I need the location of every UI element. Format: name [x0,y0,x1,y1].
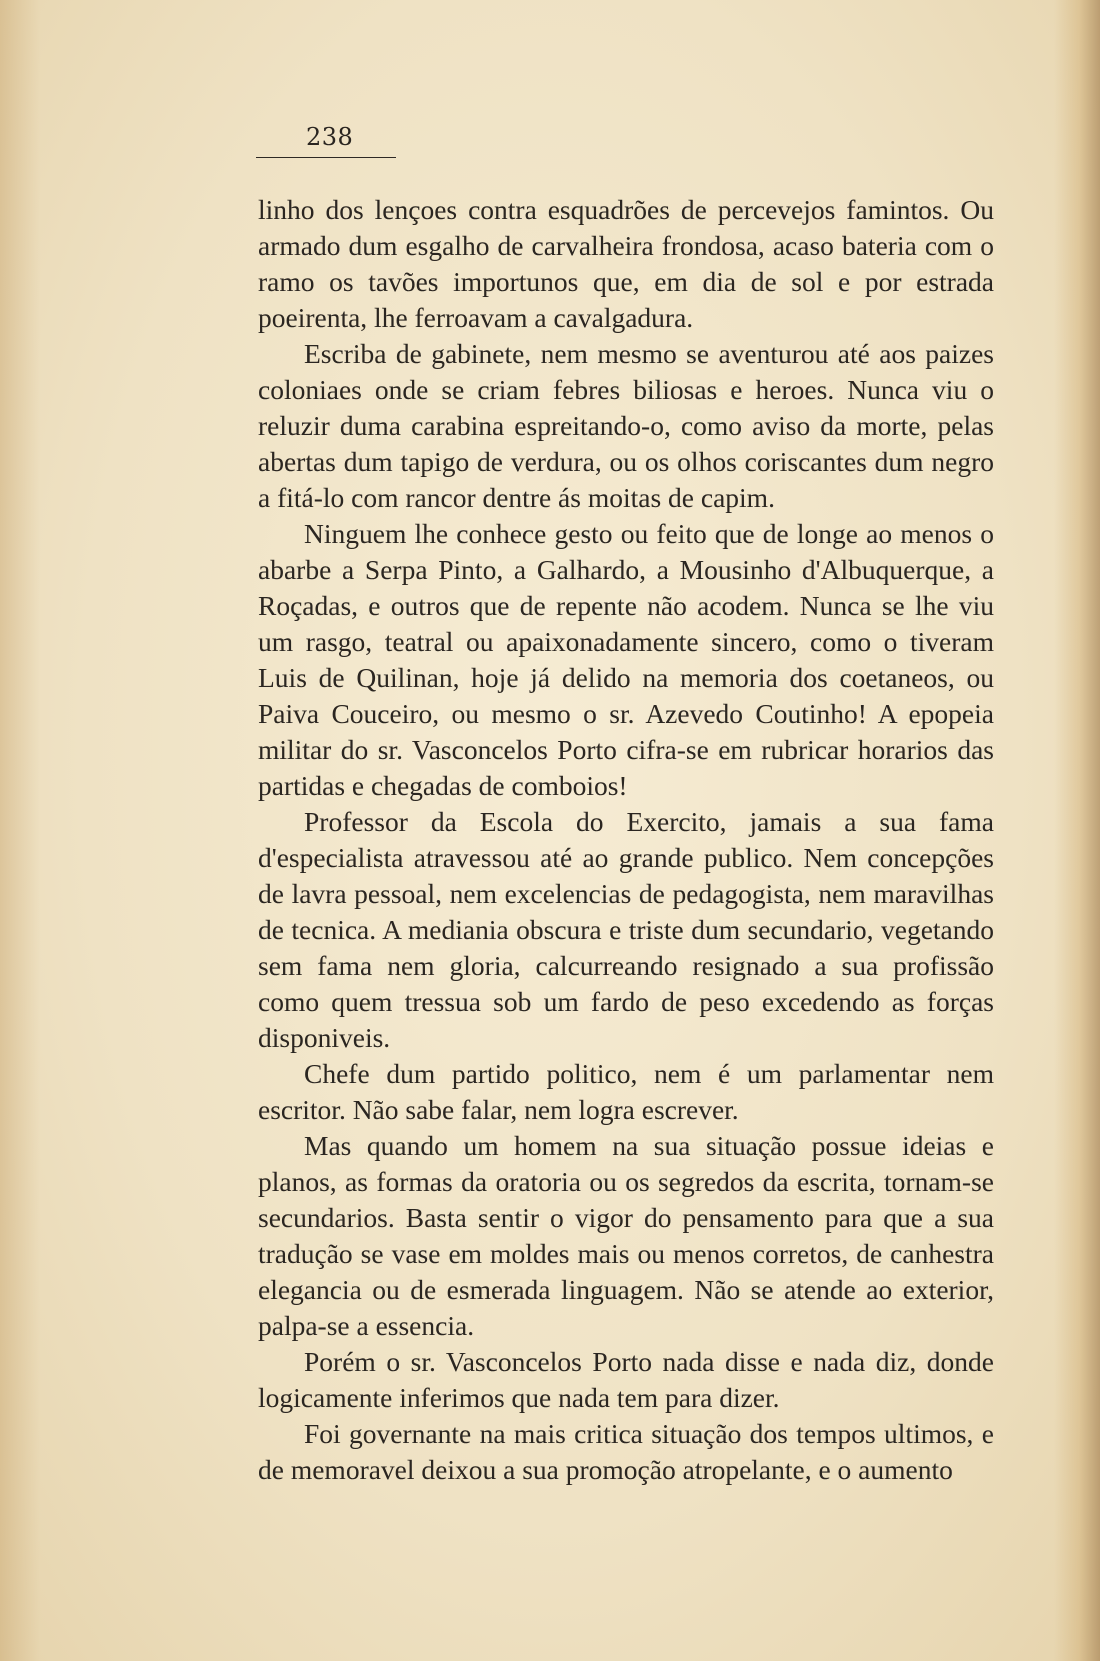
paragraph-5: Chefe dum partido politico, nem é um parlamentar nem escritor. Não sabe falar, nem logra escrever. [258,1058,994,1125]
paragraph-1: linho dos lençoes contra esquadrões de percevejos famintos. Ou armado dum esgalho de carvalheira frondosa, acaso bateria com o ramo os tavões importunos que, em dia de sol e por estrada poeirenta, lhe ferroavam a cavalgadura. [258,194,994,333]
paragraph-4: Professor da Escola do Exercito, jamais a sua fama d'especialista atravessou até ao grande publico. Nem concepções de lavra pessoal, nem excelencias de pedagogista, nem maravilhas de tecnica. A mediania obscura e triste dum secundario, vegetando sem fama nem gloria, calcurreando resignado a sua profissão como quem tressua sob um fardo de peso excedendo as forças disponiveis. [258,806,994,1053]
body-text [258,192,994,1488]
page-number: 238 [306,123,354,151]
page-left-shadow [0,0,40,1661]
paragraph-2: Escriba de gabinete, nem mesmo se aventurou até aos paizes coloniaes onde se criam febres biliosas e heroes. Nunca viu o reluzir duma carabina espreitando-o, como aviso da morte, pelas abertas dum tapigo de verdura, ou os olhos coriscantes dum negro a fitá-lo com rancor dentre ás moitas de capim. [258,338,994,513]
paragraph-6: Mas quando um homem na sua situação possue ideias e planos, as formas da oratoria ou os segredos da escrita, tornam-se secundarios. Basta sentir o vigor do pensamento para que a sua tradução se vase em moldes mais ou menos corretos, de canhestra elegancia ou de esmerada linguagem. Não se atende ao exterior, palpa-se a essencia. [258,1130,994,1341]
header-rule [256,157,396,158]
paragraph-3: Ninguem lhe conhece gesto ou feito que de longe ao menos o abarbe a Serpa Pinto, a Galhardo, a Mousinho d'Albuquerque, a Roçadas, e outros que de repente não acodem. Nunca se lhe viu um rasgo, teatral ou apaixonadamente sincero, como o tiveram Luis de Quilinan, hoje já delido na memoria dos coetaneos, ou Paiva Couceiro, ou mesmo o sr. Azevedo Coutinho! A epopeia militar do sr. Vasconcelos Porto cifra-se em rubricar horarios das partidas e chegadas de comboios! [258,518,994,801]
page-right-shadow [1054,0,1100,1661]
paragraph-7: Porém o sr. Vasconcelos Porto nada disse e nada diz, donde logicamente inferimos que nada tem para dizer. [258,1346,994,1413]
paragraph-8: Foi governante na mais critica situação dos tempos ultimos, e de memoravel deixou a sua promoção atropelante, e o aumento [258,1418,994,1485]
